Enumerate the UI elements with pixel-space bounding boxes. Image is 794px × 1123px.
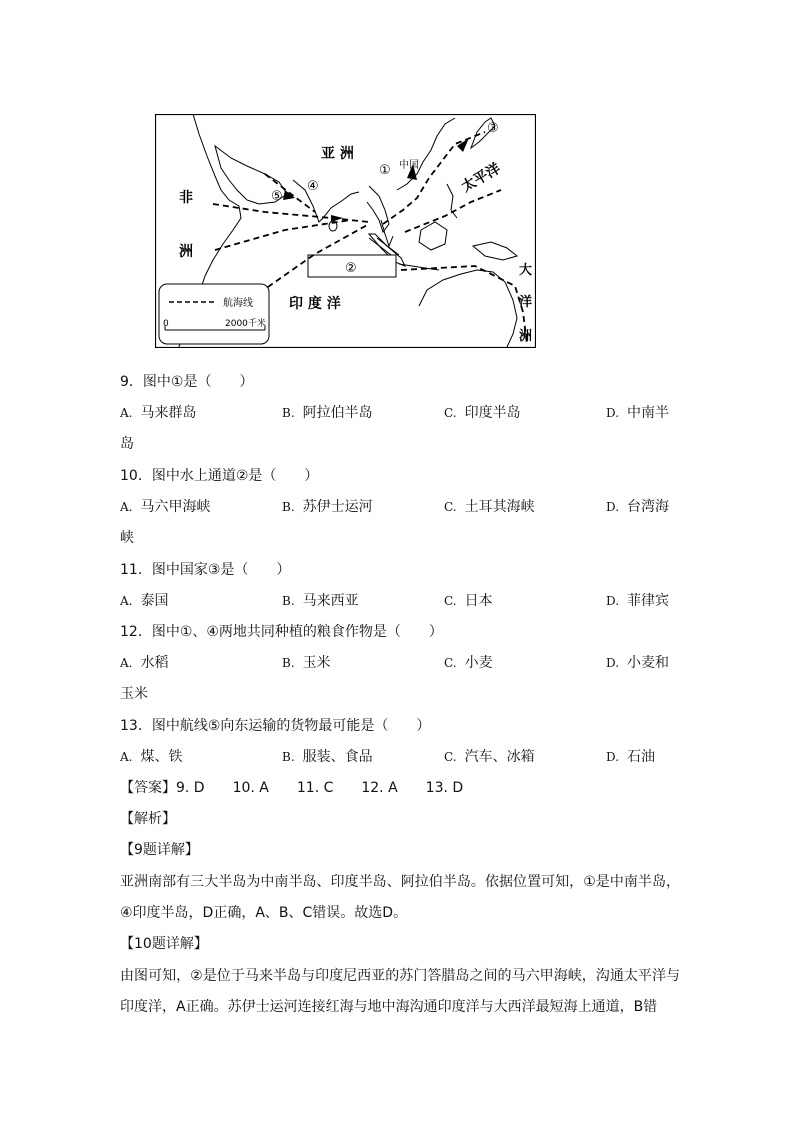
- question-10-stem: 10．图中水上通道②是（ ）: [120, 468, 319, 484]
- q13-option-c[interactable]: [444, 747, 535, 767]
- q10-option-a-letter: A.: [120, 500, 133, 514]
- q11-option-b-letter: B.: [282, 594, 295, 608]
- q13-option-d-text: 石油: [627, 749, 656, 765]
- scale-length-label: 2000千米: [225, 319, 266, 329]
- q12-option-b[interactable]: [282, 653, 331, 673]
- q11-option-d-letter: D.: [606, 594, 620, 608]
- scale-zero-label: 0: [163, 319, 169, 329]
- q10-option-c-letter: C.: [444, 500, 457, 514]
- q10-option-b-text: 苏伊士运河: [302, 499, 373, 515]
- label-asia: 亚 洲: [321, 146, 354, 162]
- q10-option-c-text: 土耳其海峡: [464, 499, 535, 515]
- marker-4: ④: [307, 179, 319, 194]
- q9-option-a[interactable]: [120, 403, 196, 423]
- label-africa-2: 洲: [179, 244, 193, 260]
- q9-option-c[interactable]: [444, 403, 521, 423]
- q11-option-a-letter: A.: [120, 594, 133, 608]
- q9-option-d[interactable]: [606, 403, 669, 423]
- q12-option-c[interactable]: [444, 653, 493, 673]
- question-13-stem: 13．图中航线⑤向东运输的货物最可能是（ ）: [120, 718, 431, 734]
- q9-analysis-text: 亚洲南部有三大半岛为中南半岛、印度半岛、阿拉伯半岛。依据位置可知，①是中南半岛，④印度半岛，D正确，A、B、C错误。故选D。: [120, 874, 680, 921]
- q9-option-b-text: 阿拉伯半岛: [302, 405, 373, 421]
- q13-option-d[interactable]: [606, 747, 655, 767]
- q9-option-a-text: 马来群岛: [140, 405, 197, 421]
- q9-option-b-letter: B.: [282, 406, 295, 420]
- q12-option-a[interactable]: [120, 653, 168, 673]
- answer-line: 【答案】9. D 10. A 11. C 12. A 13. D: [120, 780, 464, 796]
- q13-option-b-text: 服装、食品: [302, 749, 373, 765]
- q10-option-d-text: 台湾海: [627, 499, 670, 515]
- q13-option-c-text: 汽车、冰箱: [464, 749, 535, 765]
- q12-option-d[interactable]: [606, 653, 669, 673]
- q12-option-b-letter: B.: [282, 656, 295, 670]
- q10-option-a-text: 马六甲海峡: [140, 499, 211, 515]
- q12-option-c-text: 小麦: [464, 655, 493, 671]
- q10-option-d[interactable]: [606, 497, 669, 517]
- q10-option-a[interactable]: [120, 497, 210, 517]
- q13-option-a[interactable]: [120, 747, 182, 767]
- q12-option-a-text: 水稻: [140, 655, 169, 671]
- question-11-stem: 11．图中国家③是（ ）: [120, 562, 291, 578]
- q10-option-c[interactable]: [444, 497, 535, 517]
- sea-route-map: [155, 114, 536, 348]
- q9-option-d-letter: D.: [606, 406, 620, 420]
- q12-option-d-text: 小麦和: [627, 655, 670, 671]
- q10-option-b[interactable]: [282, 497, 373, 517]
- q9-analysis-heading: 【9题详解】: [120, 842, 199, 858]
- q13-option-c-letter: C.: [444, 750, 457, 764]
- label-oceania-3: 洲: [519, 329, 533, 344]
- q13-option-a-letter: A.: [120, 750, 133, 764]
- q11-option-b[interactable]: [282, 591, 359, 611]
- q11-option-c[interactable]: [444, 591, 493, 611]
- label-oceania-2: 洋: [519, 295, 533, 310]
- q11-option-a-text: 泰国: [140, 593, 169, 609]
- label-oceania-1: 大: [519, 263, 533, 278]
- q11-option-c-text: 日本: [464, 593, 493, 609]
- marker-3: ③: [487, 121, 499, 136]
- marker-5: ⑤: [271, 189, 283, 204]
- q11-option-d[interactable]: [606, 591, 669, 611]
- q9-option-d-wrap: 岛: [120, 436, 134, 452]
- label-africa-1: 非: [179, 190, 193, 206]
- q12-option-d-letter: D.: [606, 656, 620, 670]
- q9-option-b[interactable]: [282, 403, 373, 423]
- q11-option-c-letter: C.: [444, 594, 457, 608]
- question-12-stem: 12．图中①、④两地共同种植的粮食作物是（ ）: [120, 624, 443, 640]
- q12-option-a-letter: A.: [120, 656, 133, 670]
- q10-option-d-letter: D.: [606, 500, 620, 514]
- analysis-heading: 【解析】: [120, 811, 176, 827]
- label-china: 中国: [399, 160, 419, 171]
- q13-option-b[interactable]: [282, 747, 373, 767]
- q11-option-b-text: 马来西亚: [302, 593, 359, 609]
- q11-option-a[interactable]: [120, 591, 168, 611]
- q9-option-c-text: 印度半岛: [464, 405, 521, 421]
- q13-option-d-letter: D.: [606, 750, 620, 764]
- q9-option-c-letter: C.: [444, 406, 457, 420]
- q10-analysis-text: 由图可知，②是位于马来半岛与印度尼西亚的苏门答腊岛之间的马六甲海峡，沟通太平洋与印度洋，A正确。苏伊士运河连接红海与地中海沟通印度洋与大西洋最短海上通道，B错: [120, 968, 680, 1015]
- marker-1: ①: [379, 163, 391, 178]
- q9-option-a-letter: A.: [120, 406, 133, 420]
- q13-option-b-letter: B.: [282, 750, 295, 764]
- label-pacific: 太平洋: [459, 160, 504, 196]
- label-indian-ocean: 印 度 洋: [289, 296, 341, 312]
- question-9-stem: 9．图中①是（ ）: [120, 374, 254, 390]
- q10-option-b-letter: B.: [282, 500, 295, 514]
- marker-2: ②: [345, 261, 357, 276]
- q13-option-a-text: 煤、铁: [140, 749, 183, 765]
- legend-box: [159, 284, 269, 344]
- q10-analysis-heading: 【10题详解】: [120, 936, 208, 952]
- q11-option-d-text: 菲律宾: [627, 593, 670, 609]
- legend-route-label: 航海线: [223, 298, 253, 309]
- q12-option-b-text: 玉米: [302, 655, 331, 671]
- q9-option-d-text: 中南半: [627, 405, 670, 421]
- q12-option-d-wrap: 玉米: [120, 686, 148, 702]
- q12-option-c-letter: C.: [444, 656, 457, 670]
- q10-option-d-wrap: 峡: [120, 530, 134, 546]
